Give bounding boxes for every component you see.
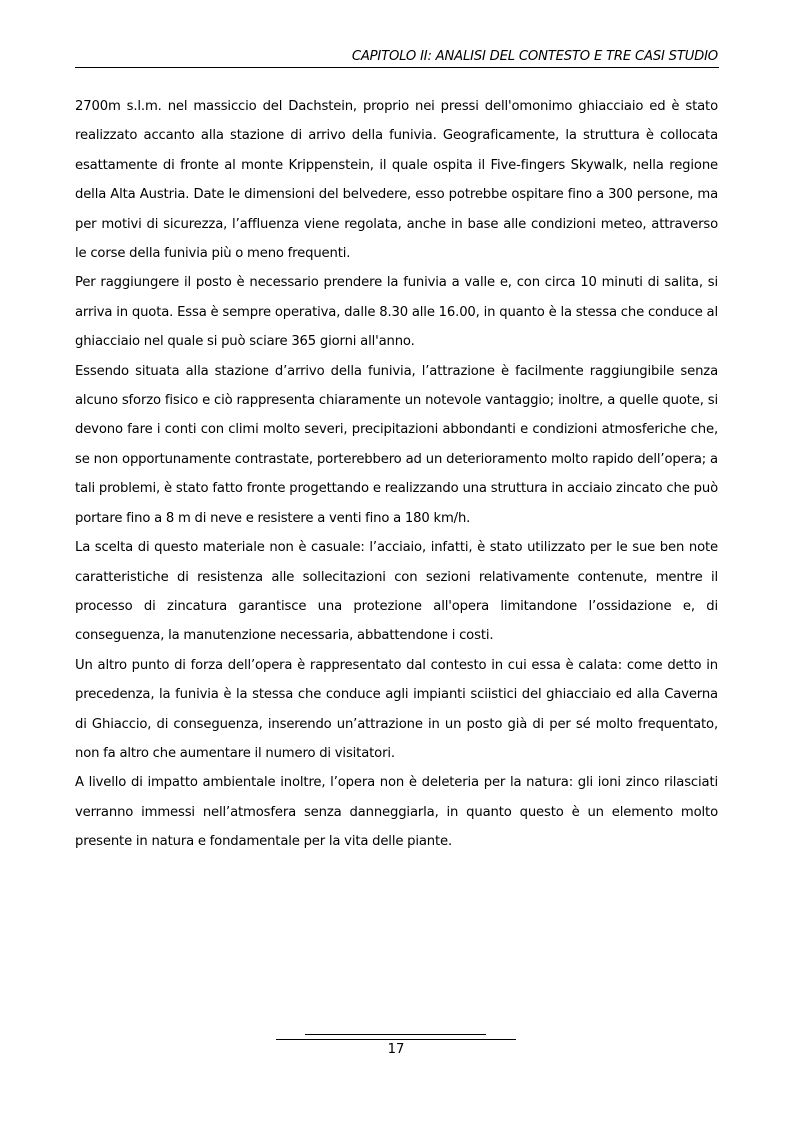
paragraph-5: Un altro punto di forza dell’opera è rappresentato dal contesto in cui essa è calata: come detto in precedenza, la funivia è la stessa che conduce agli impianti sciistici del ghiacciaio ed alla Caverna di Ghiaccio, di conseguenza, inserendo un’attrazione in un posto già di per sé molto frequentato, non fa altro che aumentare il numero di visitatori. [75,657,718,761]
header-divider [75,67,719,68]
paragraph-2: Per raggiungere il posto è necessario prendere la funivia a valle e, con circa 10 minuti di salita, si arriva in quota. Essa è sempre operativa, dalle 8.30 alle 16.00, in quanto è la stessa che conduce al ghiacciaio nel quale si può sciare 365 giorni all'anno. [75,275,718,350]
page-number: 17 [387,1042,405,1057]
paragraph-4: La scelta di questo materiale non è casuale: l’acciaio, infatti, è stato utilizzato per le sue ben note caratteristiche di resistenza alle sollecitazioni con sezioni relativamente contenute, mentre il processo di zincatura garantisce una protezione all'opera limitandone l’ossidazione e, di conseguenza, la manutenzione necessaria, abbattendone i costi. [75,540,718,644]
paragraph-1: 2700m s.l.m. nel massiccio del Dachstein, proprio nei pressi dell'omonimo ghiacciaio ed è stato realizzato accanto alla stazione di arrivo della funivia. Geograficamente, la struttura è collocata esattamente di fronte al monte Krippenstein, il quale ospita il Five-fingers Skywalk, nella regione della Alta Austria. Date le dimensioni del belvedere, esso potrebbe ospitare fino a 300 persone, ma per motivi di sicurezza, l’affluenza viene regolata, anche in base alle condizioni meteo, attraverso le corse della funivia più o meno frequenti. [75,99,718,262]
running-header: CAPITOLO II: ANALISI DEL CONTESTO E TRE CASI STUDIO [351,49,718,64]
footer-divider-short [305,1034,486,1035]
body-text [75,92,718,857]
paragraph-6: A livello di impatto ambientale inoltre, l’opera non è deleteria per la natura: gli ioni zinco rilasciati verranno immessi nell’atmosfera senza danneggiarla, in quanto questo è un elemento molto presente in natura e fondamentale per la vita delle piante. [75,775,718,850]
paragraph-3: Essendo situata alla stazione d’arrivo della funivia, l’attrazione è facilmente raggiungibile senza alcuno sforzo fisico e ciò rappresenta chiaramente un notevole vantaggio; inoltre, a quelle quote, si devono fare i conti con climi molto severi, precipitazioni abbondanti e condizioni atmosferiche che, se non opportunamente contrastate, porterebbero ad un deterioramento molto rapido dell’opera; a tali problemi, è stato fatto fronte progettando e realizzando una struttura in acciaio zincato che può portare fino a 8 m di neve e resistere a venti fino a 180 km/h. [75,363,718,526]
footer-divider-long [276,1039,516,1040]
